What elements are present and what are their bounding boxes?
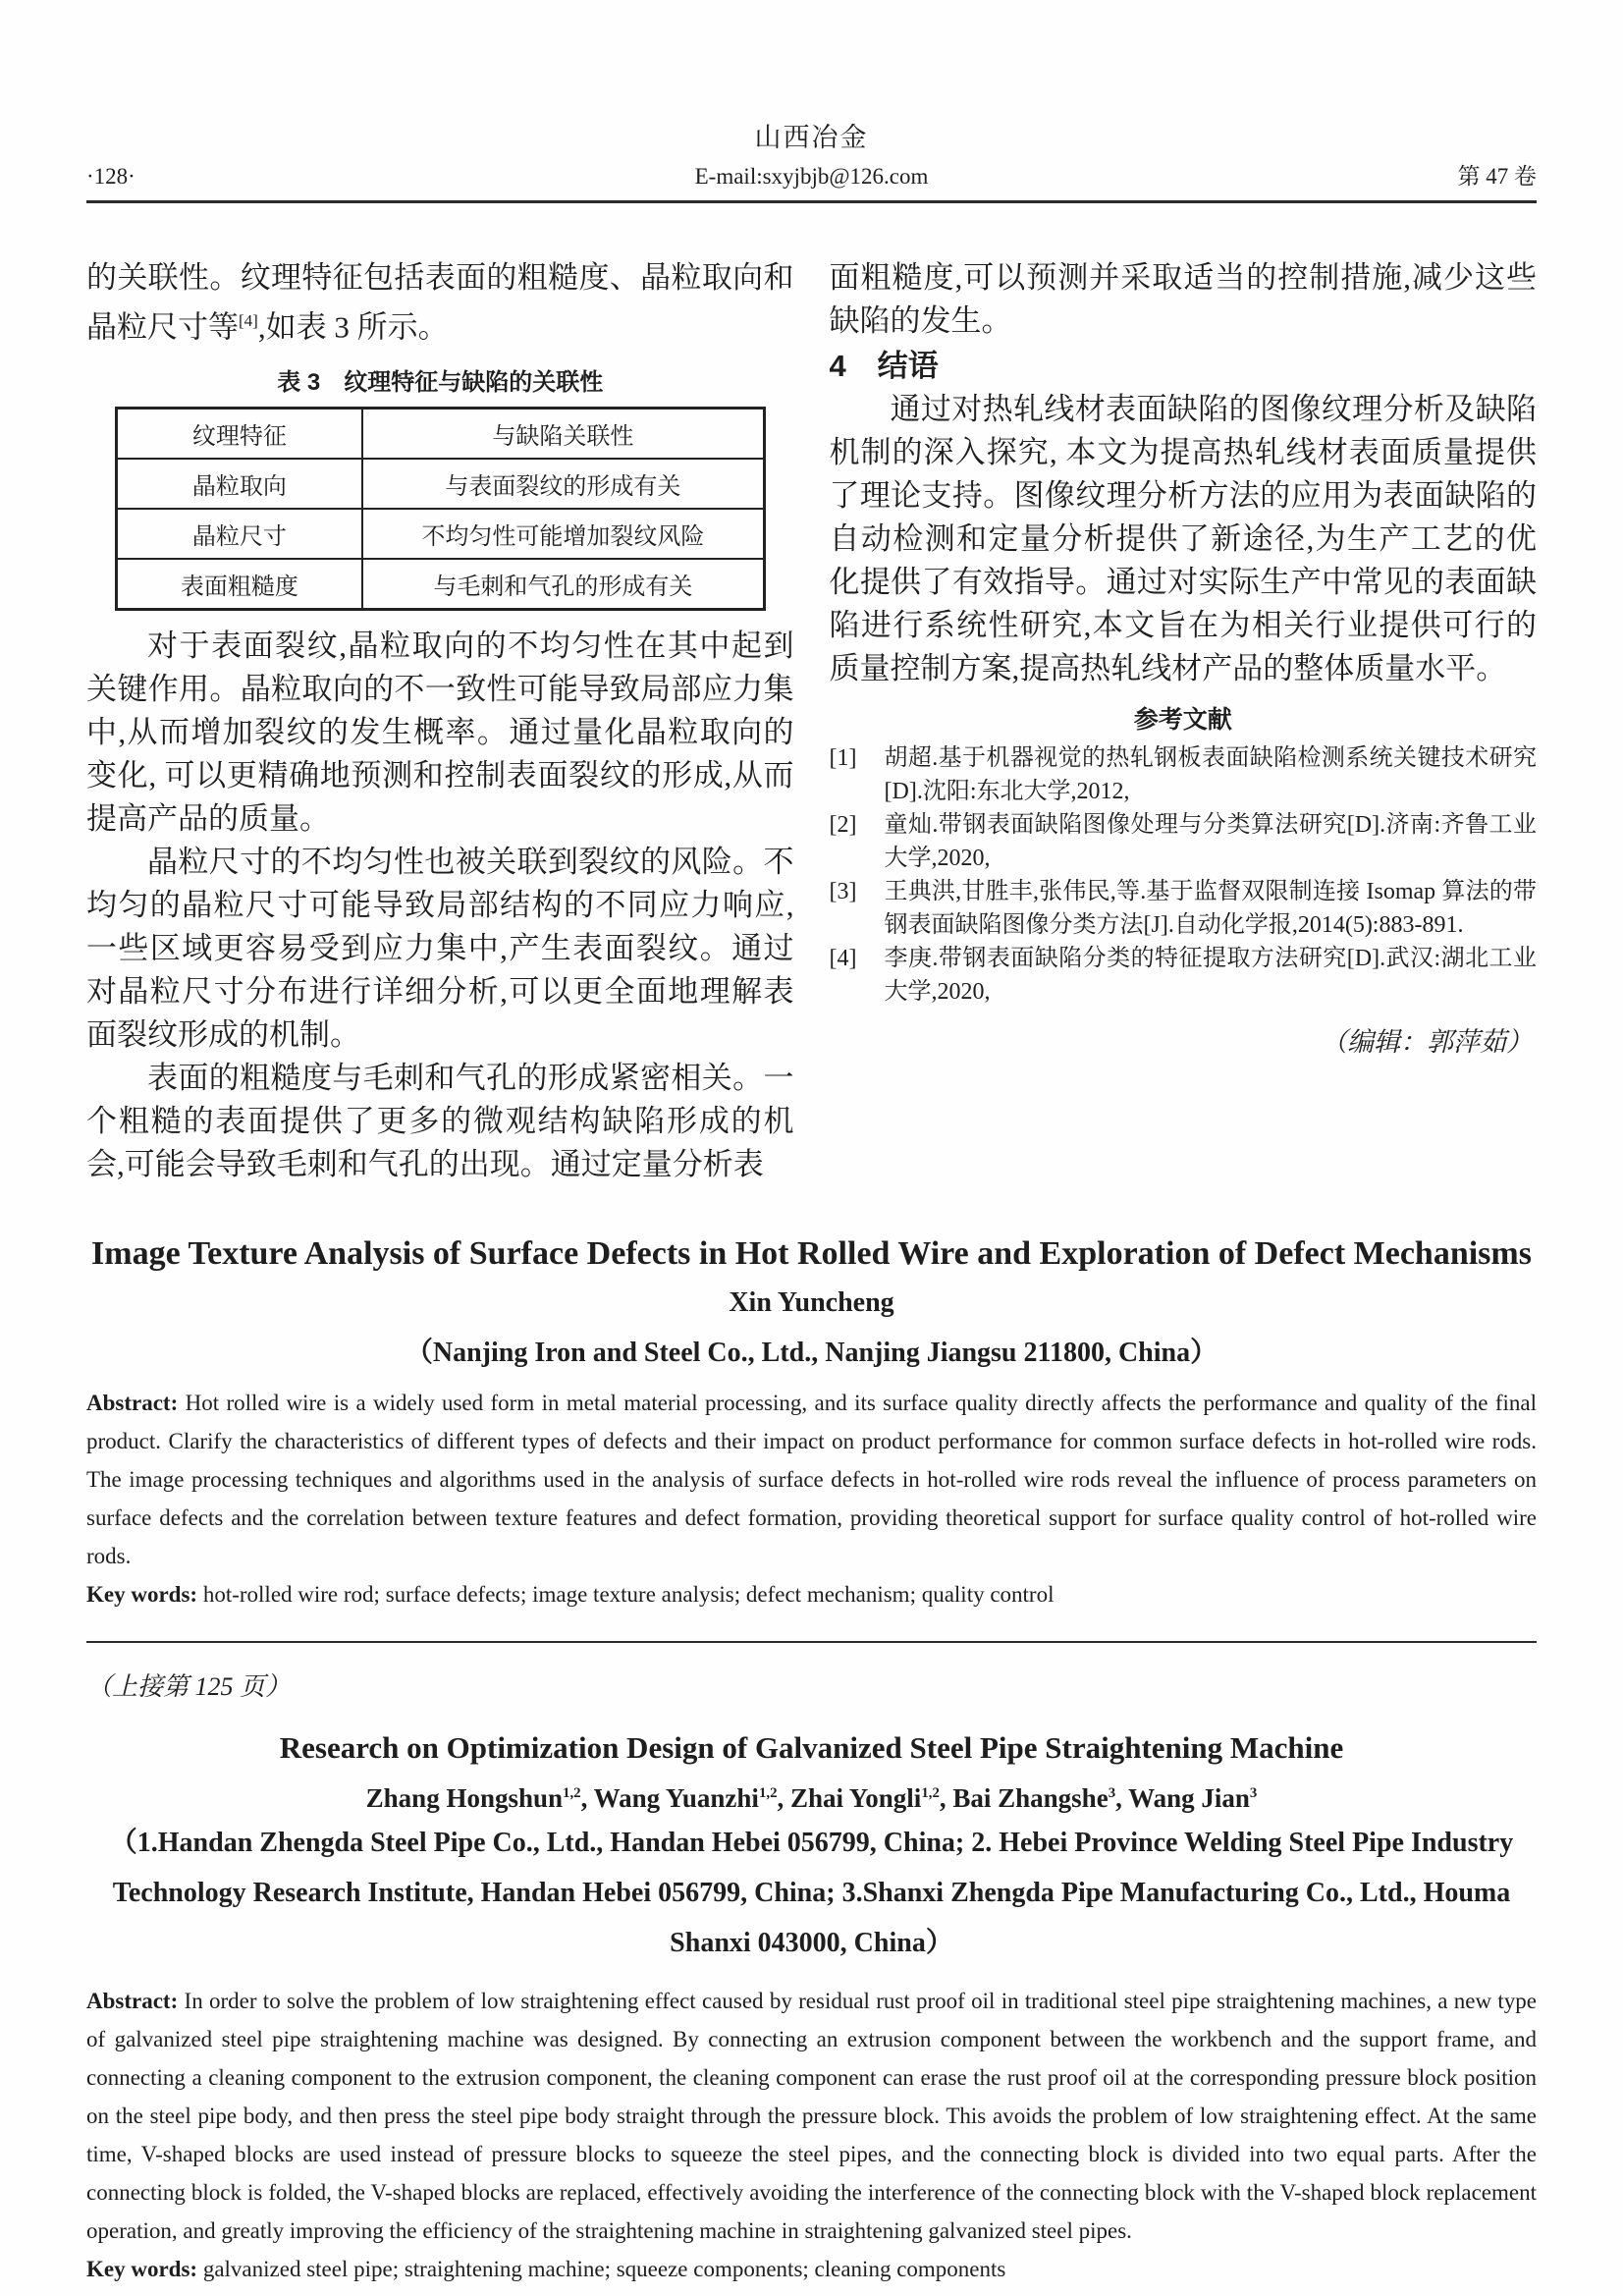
author-separator: ,	[580, 1783, 594, 1814]
table-row	[116, 559, 764, 610]
author-affil-superscript: 3	[1249, 1785, 1258, 1802]
keywords-text: galvanized steel pipe; straightening machine; squeeze components; cleaning components	[202, 2257, 1006, 2282]
reference-text: 童灿.带钢表面缺陷图像处理与分类算法研究[D].济南:齐鲁工业大学,2020,	[884, 811, 1537, 871]
journal-email: E-mail:sxyjbjb@126.com	[694, 163, 929, 189]
keywords-label: Key words:	[86, 1582, 198, 1608]
table-cell: 表面粗糙度	[116, 559, 362, 610]
author-name: Bai Zhangshe	[952, 1783, 1109, 1814]
paper2-authors	[86, 1783, 1537, 1814]
author-separator: ,	[1115, 1783, 1129, 1814]
page-header	[86, 0, 1537, 203]
para1-post: ,如表 3 所示。	[257, 309, 449, 345]
author-name: Zhang Hongshun	[365, 1783, 564, 1814]
table-header-cell: 与缺陷关联性	[362, 409, 764, 460]
journal-name: 山西冶金	[754, 123, 869, 152]
reference-number: [1]	[829, 744, 857, 771]
keywords-text: hot-rolled wire rod; surface defects; image texture analysis; defect mechanism; quality control	[202, 1582, 1055, 1608]
reference-item	[830, 875, 1538, 942]
english-paper-2	[86, 1667, 1537, 2288]
author	[790, 1783, 952, 1813]
body-paragraph: 对于表面裂纹,晶粒取向的不均匀性在其中起到关键作用。晶粒取向的不一致性可能导致局部应力集中,从而增加裂纹的发生概率。通过量化晶粒取向的变化, 可以更精确地预测和控制表面裂纹的形成,从而提高产品的质量。	[86, 629, 794, 837]
para1-pre: 的关联性。纹理特征包括表面的粗糙度、晶粒取向和晶粒尺寸等	[86, 259, 794, 345]
abstract-label: Abstract:	[86, 1391, 179, 1416]
reference-number: [3]	[829, 878, 857, 904]
keywords-label: Key words:	[86, 2257, 198, 2282]
abstract-text: In order to solve the problem of low straightening effect caused by residual rust proof oil in traditional steel pipe straightening machines, a new type of galvanized steel pipe straightening machine was designed. By connecting an extrusion component between the workbench and the support frame, and connecting a cleaning component to the extrusion component, the cleaning component can erase the rust proof oil at the corresponding pressure block position on the steel pipe body, and then press the steel pipe body straight through the pressure block. This avoids the problem of low straightening effect. At the same time, V-shaped blocks are used instead of pressure blocks to squeeze the steel pipes, and the connecting block is divided into two equal parts. After the connecting block is folded, the V-shaped blocks are replaced, effectively avoiding the interference of the connecting block with the V-shaped block replacement operation, and greatly improving the efficiency of the straightening machine in straightening galvanized steel pipes.	[86, 1989, 1537, 2244]
author	[952, 1783, 1128, 1813]
texture-defect-table	[115, 407, 766, 611]
paper1-affiliation: （Nanjing Iron and Steel Co., Ltd., Nanjing Jiangsu 211800, China）	[405, 1338, 1218, 1369]
paragraph-continuation: 面粗糙度,可以预测并采取适当的控制措施,减少这些缺陷的发生。	[829, 259, 1537, 338]
author	[1128, 1783, 1257, 1813]
table-cell: 与表面裂纹的形成有关	[362, 459, 764, 509]
section-number: 4	[829, 348, 846, 383]
author-affil-superscript: 3	[1108, 1785, 1116, 1802]
table-cell: 与毛刺和气孔的形成有关	[362, 559, 764, 610]
reference-item	[830, 741, 1538, 808]
table-header-row	[116, 409, 764, 460]
editor-credit: （编辑：郭萍茹）	[1321, 1026, 1533, 1057]
author	[366, 1783, 594, 1813]
author-name: Zhai Yongli	[790, 1783, 922, 1814]
author-name: Wang Yuanzhi	[593, 1783, 759, 1814]
reference-number: [2]	[829, 811, 857, 838]
table-row	[116, 509, 764, 559]
body-paragraph: 晶粒尺寸的不均匀性也被关联到裂纹的风险。不均匀的晶粒尺寸可能导致局部结构的不同应力响应,一些区域更容易受到应力集中,产生表面裂纹。通过对晶粒尺寸分布进行详细分析,可以更全面地理解表面裂纹形成的机制。	[86, 845, 794, 1053]
author-separator: ,	[777, 1783, 790, 1814]
citation-superscript: [4]	[239, 310, 258, 330]
two-column-body	[86, 256, 1537, 1186]
paper2-affiliation: （1.Handan Zhengda Steel Pipe Co., Ltd., Handan Hebei 056799, China; 2. Hebei Province Welding Steel Pipe Industry Technology Research Institute, Handan Hebei 056799, China; 3.Shanxi Zhengda Pipe Manufacturing Co., Ltd., Houma Shanxi 043000, China）	[109, 1828, 1514, 1959]
author	[594, 1783, 790, 1813]
section-divider	[86, 1641, 1537, 1643]
paper1-title: Image Texture Analysis of Surface Defects in Hot Rolled Wire and Exploration of Defect Mechanisms	[91, 1235, 1532, 1273]
references-heading: 参考文献	[1133, 705, 1232, 734]
author-name: Wang Jian	[1128, 1783, 1250, 1814]
table-row	[116, 459, 764, 509]
right-column	[830, 256, 1538, 1186]
author-affil-superscript: 1,2	[758, 1785, 778, 1802]
volume-label: 第 47 卷	[1457, 163, 1537, 189]
left-column	[86, 256, 794, 1186]
table-caption: 表 3 纹理特征与缺陷的关联性	[277, 369, 604, 397]
conclusion-paragraph: 通过对热轧线材表面缺陷的图像纹理分析及缺陷机制的深入探究, 本文为提高热轧线材表面质量提供了理论支持。图像纹理分析方法的应用为表面缺陷的自动检测和定量分析提供了新途径,为生产工艺的优化提供了有效指导。通过对实际生产中常见的表面缺陷进行系统性研究,本文旨在为相关行业提供可行的质量控制方案,提高热轧线材产品的整体质量水平。	[829, 391, 1537, 685]
body-paragraph: 表面的粗糙度与毛刺和气孔的形成紧密相关。一个粗糙的表面提供了更多的微观结构缺陷形成的机会,可能会导致毛刺和气孔的出现。通过定量分析表	[86, 1061, 794, 1182]
paragraph-continuation	[86, 256, 794, 349]
author-separator: ,	[939, 1783, 953, 1814]
paper1-author: Xin Yuncheng	[729, 1287, 894, 1319]
references-list	[830, 741, 1538, 1009]
reference-item	[830, 808, 1538, 875]
reference-text: 王典洪,甘胜丰,张伟民,等.基于监督双限制连接 Isomap 算法的带钢表面缺陷图像分类方法[J].自动化学报,2014(5):883-891.	[884, 878, 1537, 938]
table-cell: 晶粒取向	[116, 459, 362, 509]
reference-item	[830, 942, 1538, 1009]
author-affil-superscript: 1,2	[921, 1785, 940, 1802]
reference-text: 李庚.带钢表面缺陷分类的特征提取方法研究[D].武汉:湖北工业大学,2020,	[884, 945, 1537, 1005]
english-paper-1	[86, 1228, 1537, 1613]
reference-number: [4]	[829, 945, 857, 971]
paper2-abstract	[86, 1982, 1537, 2250]
table-header-cell: 纹理特征	[116, 409, 362, 460]
continued-from-note: （上接第 125 页）	[86, 1672, 292, 1702]
author-affil-superscript: 1,2	[563, 1785, 581, 1802]
table-cell: 不均匀性可能增加裂纹风险	[362, 509, 764, 559]
abstract-text: Hot rolled wire is a widely used form in metal material processing, and its surface quality directly affects the performance and quality of the final product. Clarify the characteristics of different types of defects and their impact on product performance for common surface defects in hot-rolled wire rods. The image processing techniques and algorithms used in the analysis of surface defects in hot-rolled wire rods reveal the influence of process parameters on surface defects and the correlation between texture features and defect formation, providing theoretical support for surface quality control of hot-rolled wire rods.	[86, 1391, 1538, 1569]
paper2-title: Research on Optimization Design of Galvanized Steel Pipe Straightening Machine	[279, 1730, 1344, 1766]
paper2-keywords	[86, 2250, 1537, 2288]
section-title: 结语	[877, 348, 939, 383]
header-meta-row	[86, 158, 1537, 191]
paper1-abstract	[86, 1384, 1537, 1575]
table-cell: 晶粒尺寸	[116, 509, 362, 559]
reference-text: 胡超.基于机器视觉的热轧钢板表面缺陷检测系统关键技术研究[D].沈阳:东北大学,2012,	[884, 744, 1537, 804]
section-heading-conclusion	[830, 345, 1538, 388]
abstract-label: Abstract:	[86, 1989, 179, 2014]
page-number: ·128·	[86, 163, 135, 189]
paper1-keywords	[86, 1575, 1537, 1613]
